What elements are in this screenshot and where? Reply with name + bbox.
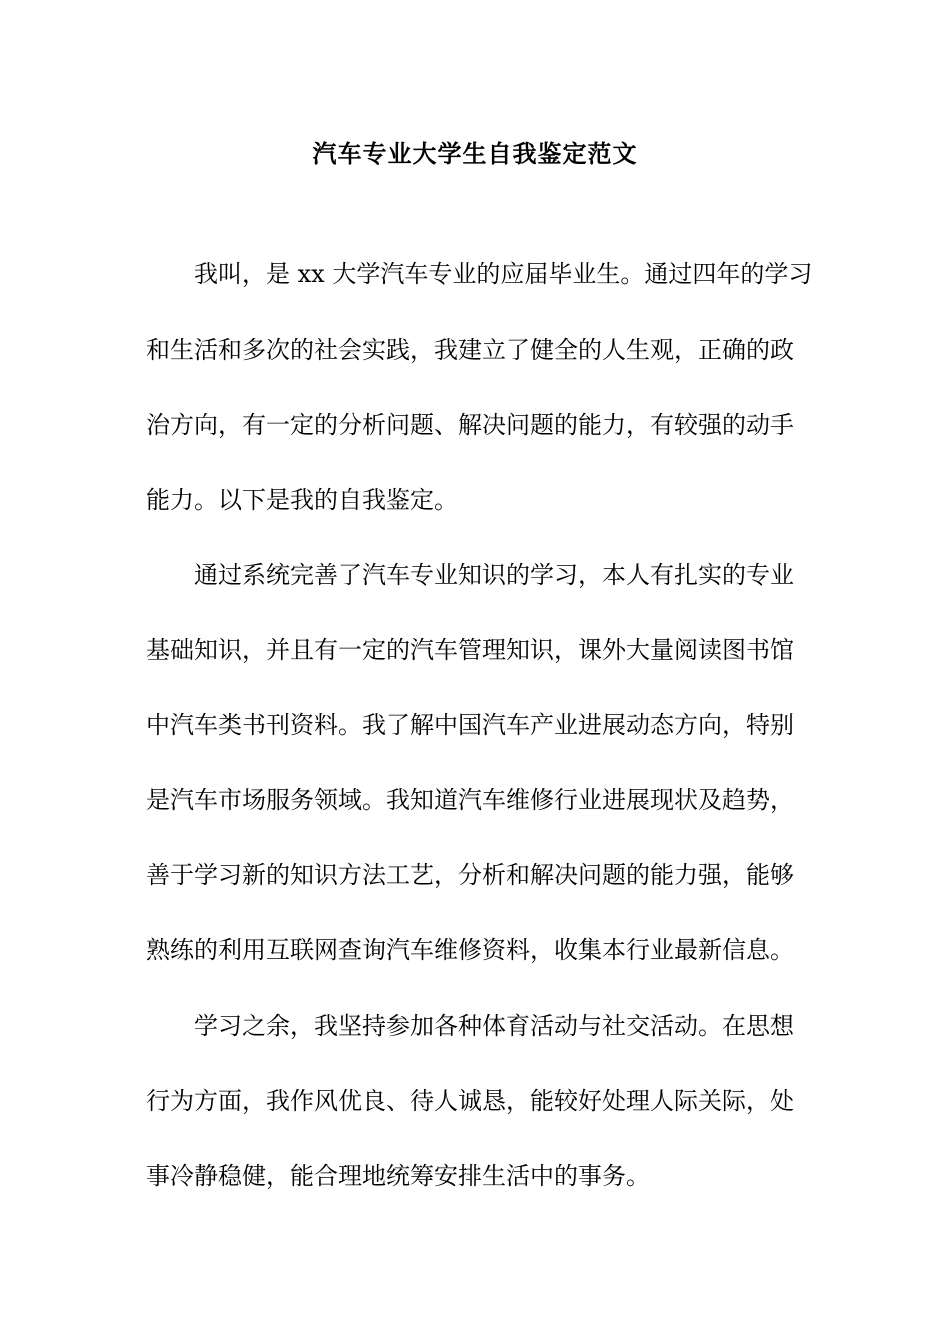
paragraph-2-line-5: 善于学习新的知识方法工艺，分析和解决问题的能力强，能够 bbox=[146, 861, 794, 889]
paragraph-2-line-3: 中汽车类书刊资料。我了解中国汽车产业进展动态方向，特别 bbox=[146, 711, 794, 739]
paragraph-2-line-6: 熟练的利用互联网查询汽车维修资料，收集本行业最新信息。 bbox=[146, 936, 794, 964]
paragraph-3-line-3: 事冷静稳健，能合理地统筹安排生活中的事务。 bbox=[146, 1162, 650, 1190]
paragraph-1-line-1: 我叫，是 xx 大学汽车专业的应届毕业生。通过四年的学习 bbox=[194, 260, 813, 288]
paragraph-1-line-3: 治方向，有一定的分析问题、解决问题的能力，有较强的动手 bbox=[146, 411, 794, 439]
paragraph-1-line-2: 和生活和多次的社会实践，我建立了健全的人生观，正确的政 bbox=[146, 336, 794, 364]
paragraph-2-line-1: 通过系统完善了汽车专业知识的学习，本人有扎实的专业 bbox=[194, 561, 794, 589]
paragraph-3-line-2: 行为方面，我作风优良、待人诚恳，能较好处理人际关际，处 bbox=[146, 1087, 794, 1115]
paragraph-2-line-2: 基础知识，并且有一定的汽车管理知识，课外大量阅读图书馆 bbox=[146, 636, 794, 664]
paragraph-2-line-4: 是汽车市场服务领域。我知道汽车维修行业进展现状及趋势， bbox=[146, 786, 794, 814]
paragraph-1-line-4: 能力。以下是我的自我鉴定。 bbox=[146, 486, 458, 514]
paragraph-3-line-1: 学习之余，我坚持参加各种体育活动与社交活动。在思想 bbox=[194, 1012, 794, 1040]
document-title: 汽车专业大学生自我鉴定范文 bbox=[312, 139, 638, 168]
